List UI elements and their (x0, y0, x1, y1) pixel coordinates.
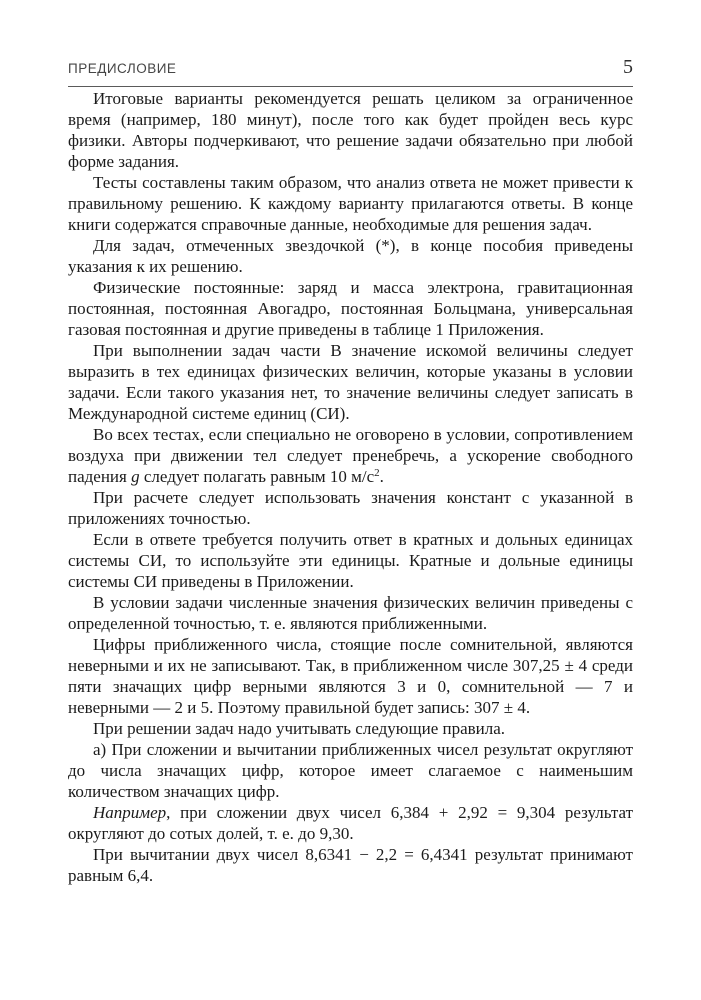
paragraph: Итоговые варианты рекомендуется решать целиком за ограниченное время (например, 180 минут), после того как будет пройден весь курс физики. Авторы подчеркивают, что решение задачи обязательно при любой форме задания. (68, 89, 633, 171)
paragraph: Цифры приближенного числа, стоящие после сомнительной, являются неверными и их не записывают. Так, в приближенном числе 307,25 ± 4 среди пяти значащих цифр верными являются 3 и 0, сомнительной — 7 и неверными — 2 и 5. Поэтому правильной будет запись: 307 ± 4. (68, 635, 633, 717)
paragraph: При вычитании двух чисел 8,6341 − 2,2 = 6,4341 результат принимают равным 6,4. (68, 845, 633, 885)
paragraph: Во всех тестах, если специально не оговорено в условии, сопротивлением воздуха при движении тел следует пренебречь, а ускорение свободного падения g следует полагать равным 10 $м/с^2$. (68, 425, 633, 486)
page-body (68, 88, 633, 886)
paragraph: Физические постоянные: заряд и масса электрона, гравитационная постоянная, постоянная Авогадро, постоянная Больцмана, универсальная газовая постоянная и другие приведены в таблице 1 Приложения. (68, 278, 633, 339)
page-number: 5 (623, 56, 633, 78)
paragraph: При выполнении задач части В значение искомой величины следует выразить в тех единицах физических величин, которые указаны в условии задачи. Если такого указания нет, то значение величины следует записать в Международной системе единиц (СИ). (68, 341, 633, 423)
paragraph: а) При сложении и вычитании приближенных чисел результат округляют до числа значащих цифр, которое имеет слагаемое с наименьшим количеством значащих цифр. (68, 740, 633, 801)
paragraph: Тесты составлены таким образом, что анализ ответа не может привести к правильному решению. К каждому варианту прилагаются ответы. В конце книги содержатся справочные данные, необходимые для решения задач. (68, 173, 633, 234)
paragraph: Например, при сложении двух чисел 6,384 + 2,92 = 9,304 результат округляют до сотых долей, т. е. до 9,30. (68, 803, 633, 843)
paragraph: Для задач, отмеченных звездочкой (*), в конце пособия приведены указания к их решению. (68, 236, 633, 276)
paragraph: При решении задач надо учитывать следующие правила. (93, 719, 506, 738)
paragraph: Если в ответе требуется получить ответ в кратных и дольных единицах системы СИ, то используйте эти единицы. Кратные и дольные единицы системы СИ приведены в Приложении. (68, 530, 633, 591)
paragraph: В условии задачи численные значения физических величин приведены с определенной точностью, т. е. являются приближенными. (68, 593, 633, 633)
running-head (68, 56, 633, 87)
chapter-title: ПРЕДИСЛОВИЕ (68, 61, 177, 76)
paragraph: При расчете следует использовать значения констант с указанной в приложениях точностью. (68, 488, 633, 528)
